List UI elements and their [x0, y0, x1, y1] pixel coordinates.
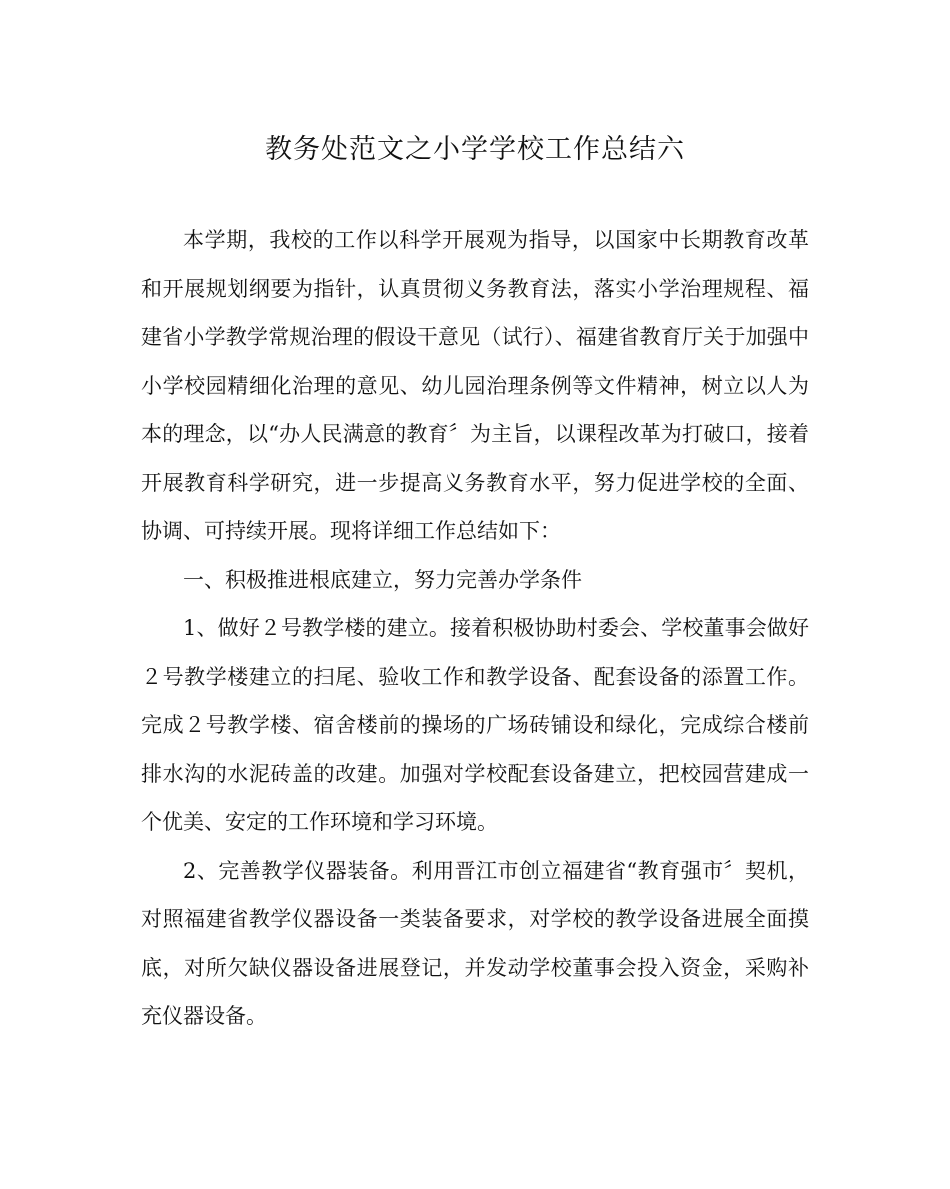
- paragraph-item-1: 1、做好２号教学楼的建立。接着积极协助村委会、学校董事会做好２号教学楼建立的扫尾、验收工作和教学设备、配套设备的添置工作。完成２号教学楼、宿舍楼前的操场的广场砖铺设和绿化，完成综合楼前排水沟的水泥砖盖的改建。加强对学校配套设备建立，把校园营建成一个优美、安定的工作环境和学习环境。: [141, 616, 809, 834]
- paragraph-item-2: 2、完善教学仪器装备。利用晋江市创立福建省“教育强市〞契机，对照福建省教学仪器设备一类装备要求，对学校的教学设备进展全面摸底，对所欠缺仪器设备进展登记，并发动学校董事会投入资金，采购补充仪器设备。: [141, 858, 809, 1028]
- document-title: 教务处范文之小学学校工作总结六: [265, 134, 685, 165]
- paragraph-intro: 本学期，我校的工作以科学开展观为指导，以国家中长期教育改革和开展规划纲要为指针，认真贯彻义务教育法，落实小学治理规程、福建省小学教学常规治理的假设干意见（试行）、福建省教育厅关于加强中小学校园精细化治理的意见、幼儿园治理条例等文件精神，树立以人为本的理念，以“办人民满意的教育〞为主旨，以课程改革为打破口，接着开展教育科学研究，进一步提高义务教育水平，努力促进学校的全面、协调、可持续开展。现将详细工作总结如下：: [141, 228, 809, 543]
- document-body: [141, 216, 809, 1041]
- section-heading-1: 一、积极推进根底建立，努力完善办学条件: [183, 567, 582, 592]
